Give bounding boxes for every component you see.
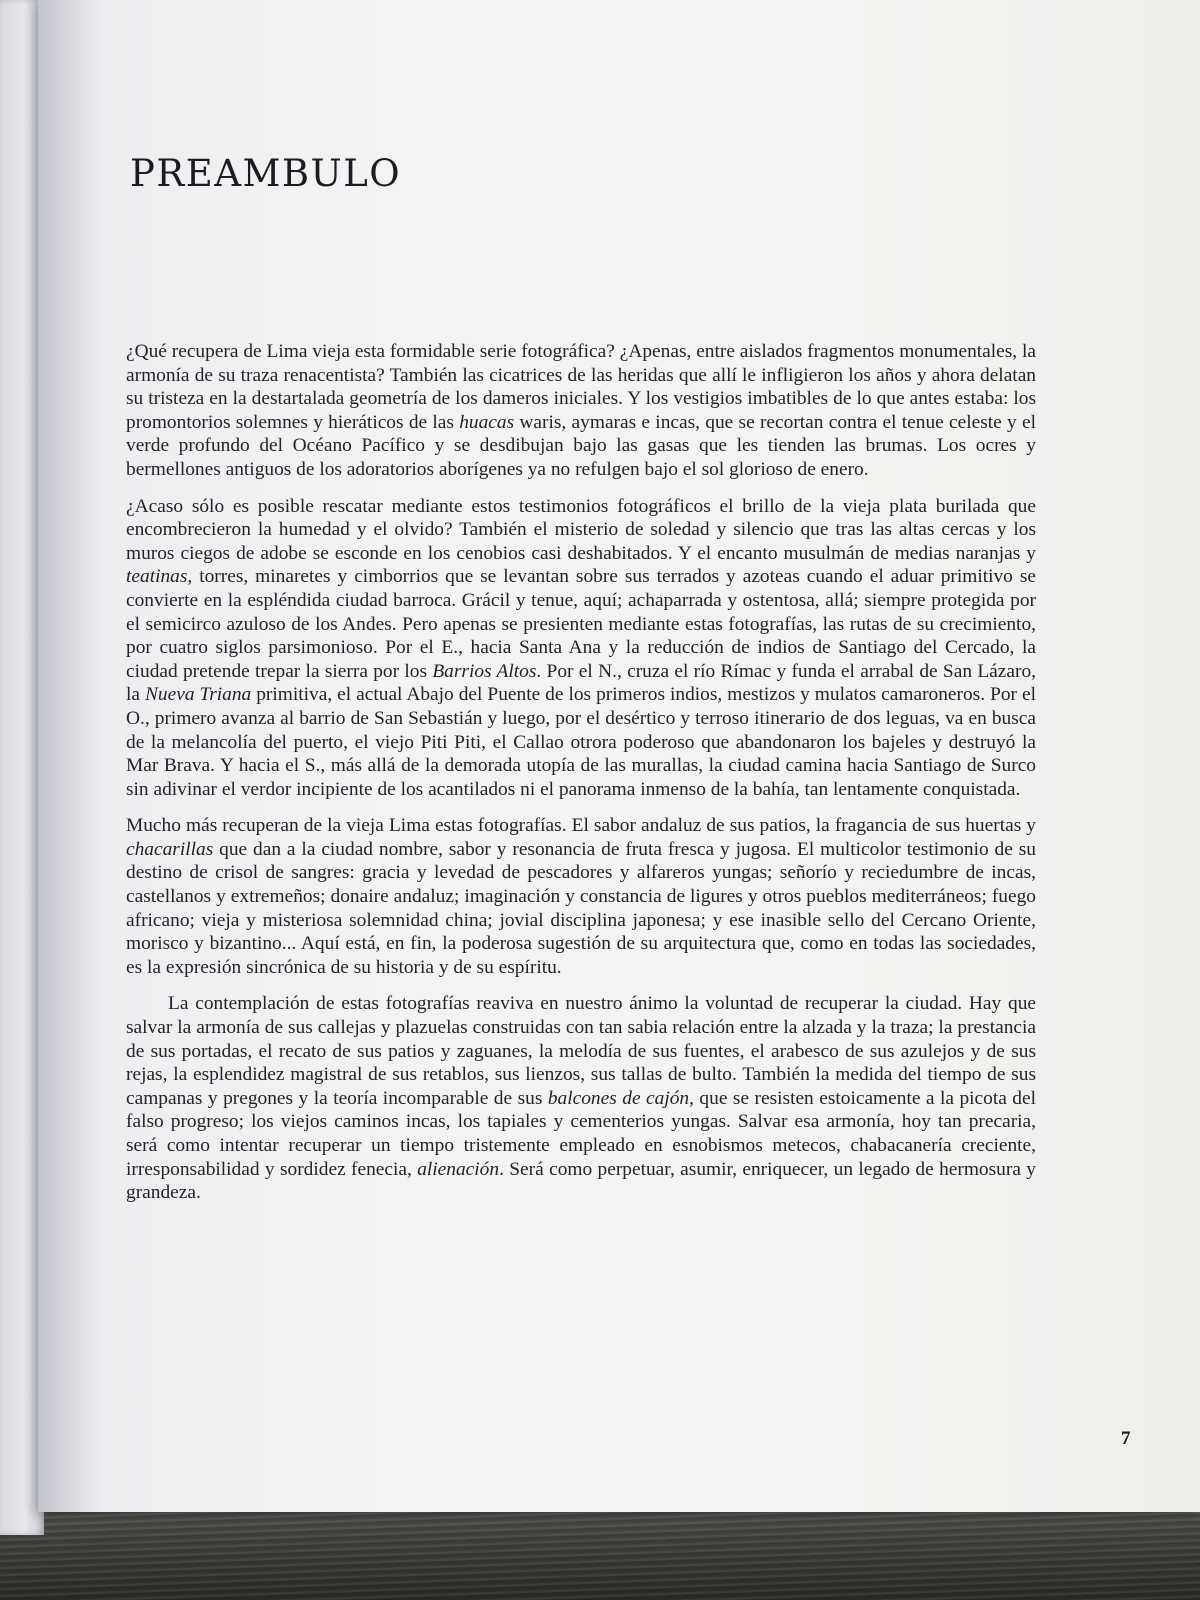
italic-term: Barrios Altos xyxy=(432,660,537,682)
italic-term: chacarillas xyxy=(126,838,214,860)
italic-term: huacas xyxy=(459,411,515,433)
page-title: PREAMBULO xyxy=(130,152,402,195)
paragraph: La contemplación de estas fotografías reaviva en nuestro ánimo la voluntad de recuperar la ciudad. Hay que salvar la armonía de sus callejas y plazuelas construidas con tan sabia relación entre la alzada y la traza; la prestancia de sus portadas, el recato de sus patios y zaguanes, la melodía de sus fuentes, el arabesco de sus azulejos y de sus rejas, la esplendidez magistral de sus retablos, sus lienzos, sus tallas de bulto. También la medida del tiempo de sus campanas y pregones y la teoría incomparable de sus balcones de cajón, que se resisten estoicamente a la picota del falso progreso; los viejos caminos incas, los tapiales y cementerios yungas. Salvar esa armonía, hoy tan precaria, será como intentar recuperar un tiempo tristemente empleado en esnobismos metecos, chabacanería creciente, irresponsabilidad y sordidez fenecia, alienación. Será como perpetuar, asumir, enriquecer, un legado de hermosura y grandeza. xyxy=(126,993,1036,1204)
gutter-shadow xyxy=(38,0,98,1512)
italic-term: alienación xyxy=(417,1158,500,1180)
paragraph: Mucho más recuperan de la vieja Lima estas fotografías. El sabor andaluz de sus patios, la fragancia de sus huertas y chacarillas que dan a la ciudad nombre, sabor y resonancia de fruta fresca y jugosa. El multicolor testimonio de su destino de crisol de sangres: gracia y levedad de pescadores y alfareros yungas; señorío y reciedumbre de incas, castellanos y extremeños; donaire andaluz; imaginación y constancia de ligures y otros pueblos mediterráneos; fuego africano; vieja y misteriosa solemnidad china; jovial disciplina japonesa; y ese inasible sello del Cercano Oriente, morisco y bizantino... Aquí está, en fin, la poderosa sugestión de su arquitectura que, como en todas las sociedades, es la expresión sincrónica de su historia y de su espíritu. xyxy=(126,815,1036,978)
paragraph: ¿Acaso sólo es posible rescatar mediante estos testimonios fotográficos el brillo de la vieja plata burilada que encombrecieron la humedad y el olvido? También el misterio de soledad y silencio que tras las altas cercas y los muros ciegos de adobe se esconde en los cenobios casi deshabitados. Y el encanto musulmán de medias naranjas y teatinas, torres, minaretes y cimborrios que se levantan sobre sus terrados y azoteas cuando el aduar primitivo se convierte en la espléndida ciudad barroca. Grácil y tenue, aquí; achaparrada y ostentosa, allá; siempre protegida por el semicirco azuloso de los Andes. Pero apenas se presienten mediante estas fotografías, las rutas de su crecimiento, por cuatro siglos parsimonioso. Por el E., hacia Santa Ana y la reducción de indios de Santiago del Cercado, la ciudad pretende trepar la sierra por los Barrios Altos. Por el N., cruza el río Rímac y funda el arrabal de San Lázaro, la Nueva Triana primitiva, el actual Abajo del Puente de los primeros indios, mestizos y mulatos camaroneros. Por el O., primero avanza al barrio de San Sebastián y luego, por el desértico y terroso itinerario de dos leguas, va en busca de la melancolía del puerto, el viejo Piti Piti, el Callao otrora poderoso que abandonaron los bajeles y destruyó la Mar Brava. Y hacia el S., más allá de la demorada utopía de las murallas, la ciudad camina hacia Santiago de Surco sin adivinar el verdor incipiente de los acantilados ni el panorama inmenso de la bahía, tan lentamente conquistada. xyxy=(126,495,1036,800)
book-page xyxy=(38,0,1200,1512)
body-text xyxy=(126,340,1036,1218)
italic-term: balcones de cajón, xyxy=(547,1087,694,1109)
page-number: 7 xyxy=(1121,1428,1131,1449)
italic-term: Nueva Triana xyxy=(144,684,252,706)
italic-term: teatinas, xyxy=(126,566,193,588)
paragraph: ¿Qué recupera de Lima vieja esta formidable serie fotográfica? ¿Apenas, entre aislados fragmentos monumentales, la armonía de su traza renacentista? También las cicatrices de las heridas que allí le infligieron los años y ahora delatan su tristeza en la destartalada geometría de los dameros iniciales. Y los vestigios imbatibles de lo que antes estaba: los promontorios solemnes y hieráticos de las huacas waris, aymaras e incas, que se recortan contra el tenue celeste y el verde profundo del Océano Pacífico y se desdibujan bajo las gasas que les tienden las brumas. Los ocres y bermellones antiguos de los adoratorios aborígenes ya no refulgen bajo el sol glorioso de enero. xyxy=(126,341,1036,480)
